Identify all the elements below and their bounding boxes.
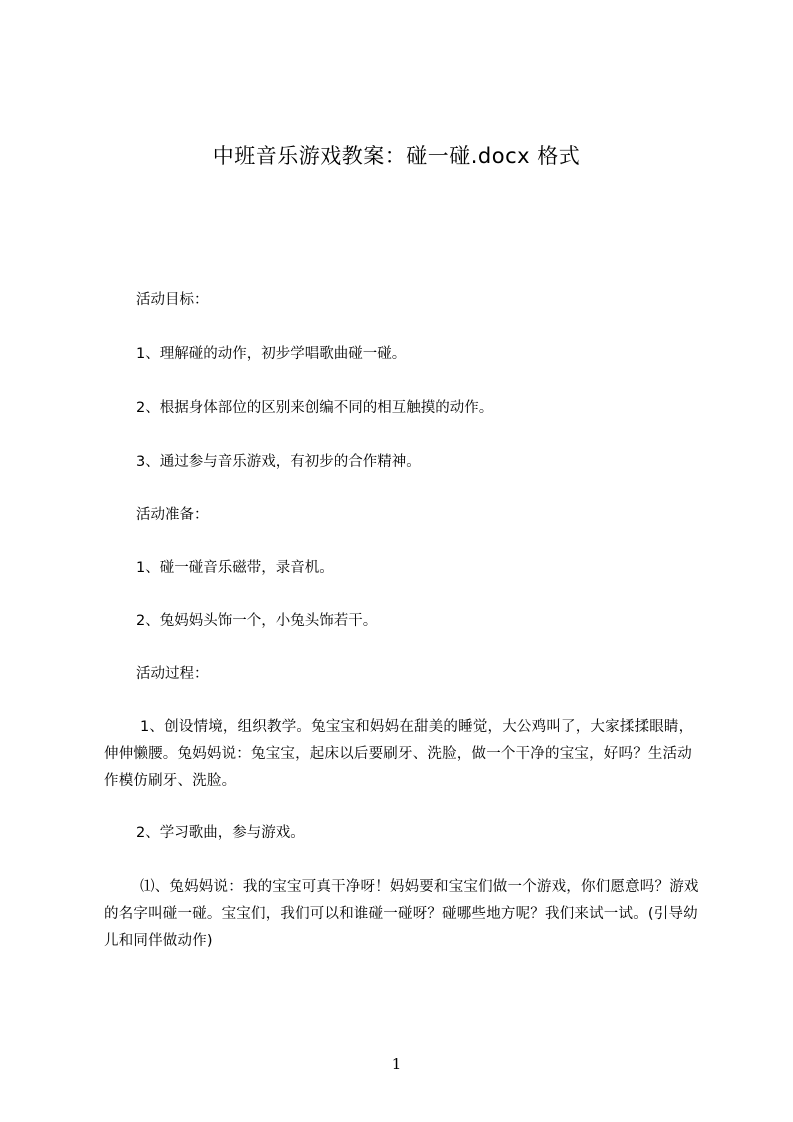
paragraph-process-step-2-1: ⑴、兔妈妈说：我的宝宝可真干净呀！妈妈要和宝宝们做一个游戏，你们愿意吗？游戏的名字叫碰一碰。宝宝们，我们可以和谁碰一碰呀？碰哪些地方呢？我们来试一试。(引导幼儿和同伴做动作): [104, 879, 699, 949]
paragraph-goal-1: 1、理解碰的动作，初步学唱歌曲碰一碰。: [136, 346, 407, 362]
paragraph-preparation-2: 2、兔妈妈头饰一个，小兔头饰若干。: [136, 613, 378, 629]
document-title: 中班音乐游戏教案：碰一碰.docx 格式: [212, 144, 581, 168]
paragraph-process-step-2: 2、学习歌曲，参与游戏。: [136, 825, 305, 841]
paragraph-preparation-heading: 活动准备：: [136, 507, 209, 523]
paragraph-process-step-1: 1、创设情境，组织教学。兔宝宝和妈妈在甜美的睡觉，大公鸡叫了，大家揉揉眼睛，伸伸懒腰。兔妈妈说：兔宝宝，起床以后要刷牙、洗脸，做一个干净的宝宝，好吗？生活动作模仿刷牙、洗脸。: [104, 719, 694, 789]
paragraph-process-heading: 活动过程：: [136, 666, 209, 682]
paragraph-activity-goals-heading: 活动目标：: [136, 292, 209, 308]
paragraph-preparation-1: 1、碰一碰音乐磁带，录音机。: [136, 560, 334, 576]
paragraph-goal-2: 2、根据身体部位的区别来创编不同的相互触摸的动作。: [136, 400, 494, 416]
page-number: 1: [391, 1055, 402, 1073]
paragraph-goal-3: 3、通过参与音乐游戏，有初步的合作精神。: [136, 454, 421, 470]
